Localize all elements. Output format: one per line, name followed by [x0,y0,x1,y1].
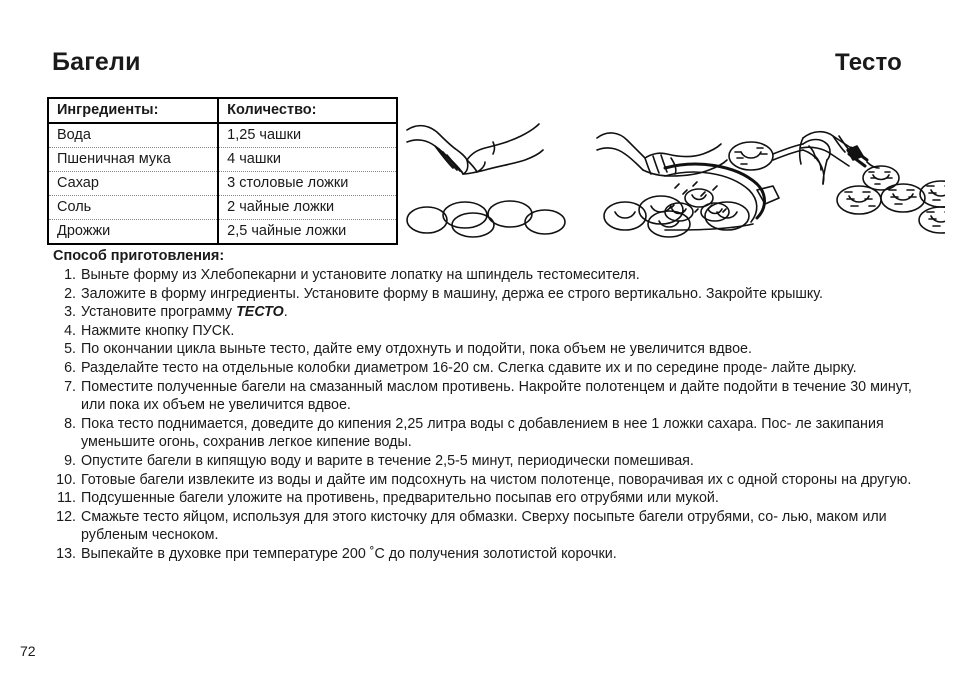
step-number: 3. [64,304,76,321]
ingredient-name: Вода [57,127,91,143]
panel-shaping-dough-balls-icon [407,124,565,237]
step-number: 6. [64,359,76,376]
step-number: 13. [56,545,76,562]
program-name-emphasis: ТЕСТО [236,304,284,321]
page-number: 72 [20,643,36,659]
ingredient-name: Соль [48,196,218,220]
step-text: Разделайте тесто на отдельные колобки диаметром 16-20 см. Слегка сдавите их и по середине проде- лайте дырку. [81,359,857,376]
table-row [48,220,397,245]
step-text [81,303,913,322]
step-text: Выньте форму из Хлебопекарни и установите лопатку на шпиндель тестомесителя. [81,267,640,283]
ingredient-quantity: 4 чашки [218,148,397,172]
table-row [48,148,397,172]
step-text: Смажьте тесто яйцом, используя для этого кисточку для обмазки. Сверху посыпьте багели отрубями, со- лью, маком или рубленым чесноком. [81,508,887,544]
step-number: 1. [64,267,76,283]
list-item [53,545,913,564]
panel-boiling-bagels-icon [665,140,830,231]
ingredient-quantity: 3 столовые ложки [218,172,397,196]
list-item [53,415,913,452]
step-text-after: . [283,304,288,321]
ingredient-name: Сахар [48,172,218,196]
ingredients-table-body [48,123,397,244]
step-text: Заложите в форму ингредиенты. Установите форму в машину, держа ее строго вертикально. Закройте крышку. [81,285,823,302]
list-item [53,359,913,378]
step-number: 5. [64,341,76,358]
table-row [48,196,397,220]
ingredient-quantity: 2,5 чайные ложки [218,220,397,245]
step-text: По окончании цикла выньте тесто, дайте ему отдохнуть и подойти, пока объем не увеличится вдвое. [81,341,752,358]
table-header-row [48,98,397,123]
list-item [53,471,913,490]
list-item [53,285,913,304]
ingredient-name: Пшеничная мука [48,148,218,172]
step-text: Готовые багели извлеките из воды и дайте им подсохнуть на чистом полотенце, поворачивая их с одной стороны на другую. [81,471,912,488]
panel-poking-hole-icon [597,133,749,237]
ingredient-name: Дрожжи [48,220,218,245]
step-number: 8. [64,415,76,432]
step-text: Поместите полученные багели на смазанный маслом противень. Накройте полотенцем и дайте подойти в течение 30 минут, или пока их объем не увеличится вдвое. [81,378,912,414]
ingredients-table-head [48,98,397,123]
page-title-row [52,48,902,77]
step-number: 7. [64,378,76,395]
step-text-before: Установите программу [81,304,237,321]
list-item [53,266,913,285]
list-item [53,452,913,471]
column-header-ingredient: Ингредиенты: [48,98,218,123]
method-section [53,248,913,564]
ingredient-quantity: 2 чайные ложки [218,196,397,220]
method-steps-list [53,266,913,564]
method-heading: Способ приготовления: [53,248,225,264]
list-item [53,508,913,545]
step-number: 2. [64,285,76,302]
step-number: 12. [56,508,76,525]
step-text: Подсушенные багели уложите на противень, предварительно посыпав его отрубями или мукой. [81,490,719,507]
program-title: Тесто [835,49,902,76]
list-item [53,322,913,341]
list-item [53,303,913,322]
preparation-illustration [405,112,945,240]
ingredients-table [47,97,398,245]
column-header-quantity: Количество: [218,98,397,123]
list-item [53,378,913,415]
ingredient-quantity: 1,25 чашки [218,123,397,148]
list-item [53,489,913,508]
table-row [48,123,397,148]
step-number: 4. [64,322,76,339]
list-item [53,340,913,359]
table-row [48,172,397,196]
step-text: Выпекайте в духовке при температуре 200 ˚C до получения золотистой корочки. [81,545,617,562]
step-number: 11. [57,490,76,507]
step-text: Пока тесто поднимается, доведите до кипения 2,25 литра воды с добавлением в нее 1 ложки сахара. Пос- ле закипания уменьшите огонь, сохранив легкое кипение воды. [81,415,884,451]
panel-brushing-egg-wash-icon [800,132,945,233]
page-title: Багели [52,48,141,76]
step-number: 9. [64,452,76,469]
step-text: Опустите багели в кипящую воду и варите в течение 2,5-5 минут, периодически помешивая. [81,452,694,469]
step-number: 10. [56,471,76,488]
step-text: Нажмите кнопку ПУСК. [81,322,235,339]
